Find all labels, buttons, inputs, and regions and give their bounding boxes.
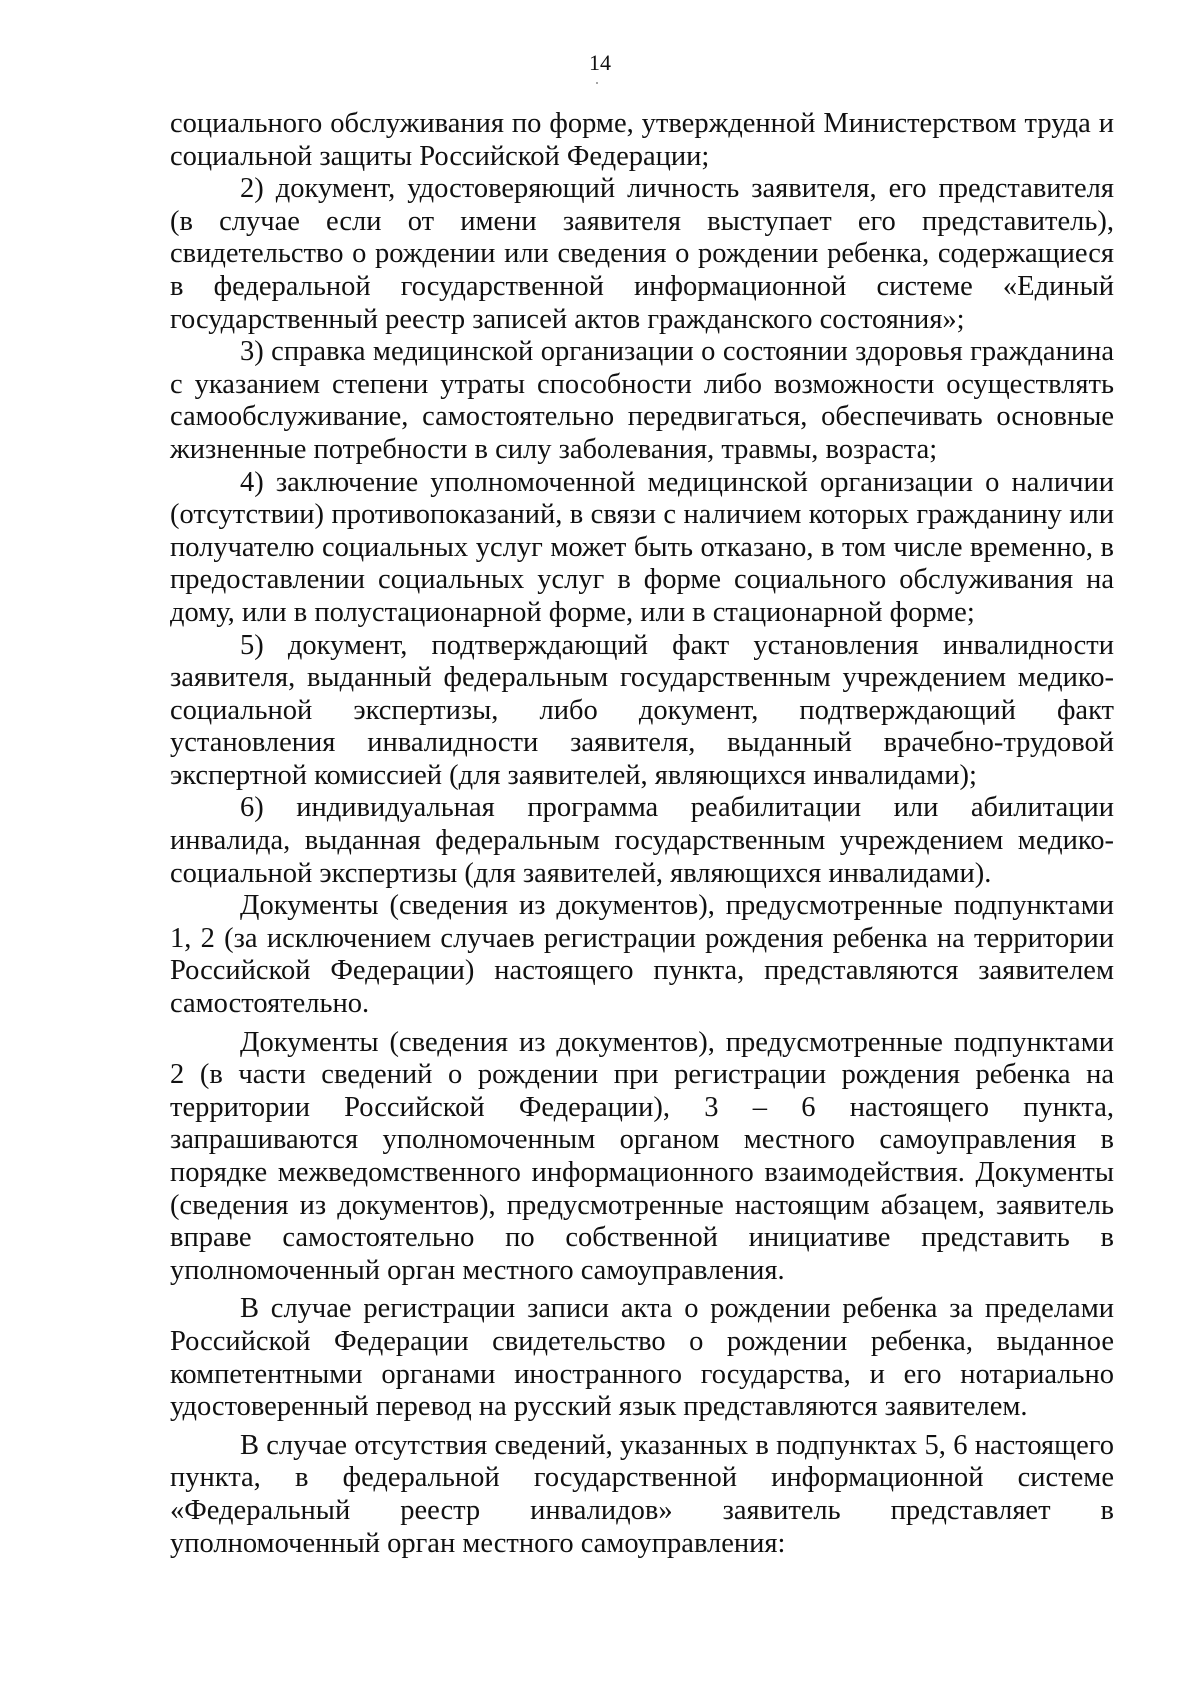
paragraph-documents-self: Документы (сведения из документов), предусмотренные подпунктами 1, 2 (за исключением случаев регистрации рождения ребенка на территории Российской Федерации) настоящего пункта, представляются заявителем самостоятельно.: [170, 890, 1114, 1020]
paragraph-item-2: 2) документ, удостоверяющий личность заявителя, его представителя (в случае если от имени заявителя выступает его представитель), свидетельство о рождении или сведения о рождении ребенка, содержащиеся в федеральной государственной информационной системе «Единый государственный реестр записей актов гражданского состояния»;: [170, 173, 1114, 335]
paragraph-documents-requested: Документы (сведения из документов), предусмотренные подпунктами 2 (в части сведений о рождении при регистрации рождения ребенка на территории Российской Федерации), 3 – 6 настоящего пункта, запрашиваются уполномоченным органом местного самоуправления в порядке межведомственного информационного взаимодействия. Документы (сведения из документов), предусмотренные настоящим абзацем, заявитель вправе самостоятельно по собственной инициативе представить в уполномоченный орган местного самоуправления.: [170, 1026, 1114, 1286]
paragraph-continuation: социального обслуживания по форме, утвержденной Министерством труда и социальной защиты Российской Федерации;: [170, 108, 1114, 172]
paragraph-item-3: 3) справка медицинской организации о состоянии здоровья гражданина с указанием степени утраты способности либо возможности осуществлять самообслуживание, самостоятельно передвигаться, обеспечивать основные жизненные потребности в силу заболевания, травмы, возраста;: [170, 336, 1114, 465]
scan-speck: [596, 82, 598, 84]
paragraph-foreign-birth: В случае регистрации записи акта о рождении ребенка за пределами Российской Федерации свидетельство о рождении ребенка, выданное компетентными органами иностранного государства, и его нотариально удостоверенный перевод на русский язык представляются заявителем.: [170, 1293, 1114, 1423]
page-number: 14: [589, 50, 611, 75]
paragraph-item-5: 5) документ, подтверждающий факт установления инвалидности заявителя, выданный федеральным государственным учреждением медико-социальной экспертизы, либо документ, подтверждающий факт установления инвалидности заявителя, выданный врачебно-трудовой экспертной комиссией (для заявителей, являющихся инвалидами);: [170, 629, 1114, 791]
paragraph-disability-registry: В случае отсутствия сведений, указанных в подпунктах 5, 6 настоящего пункта, в федеральной государственной информационной системе «Федеральный реестр инвалидов» заявитель представляет в уполномоченный орган местного самоуправления:: [170, 1429, 1114, 1559]
paragraph-item-6: 6) индивидуальная программа реабилитации или абилитации инвалида, выданная федеральным государственным учреждением медико-социальной экспертизы (для заявителей, являющихся инвалидами).: [170, 792, 1114, 889]
paragraph-item-4: 4) заключение уполномоченной медицинской организации о наличии (отсутствии) противопоказаний, в связи с наличием которых гражданину или получателю социальных услуг может быть отказано, в том числе временно, в предоставлении социальных услуг в форме социального обслуживания на дому, или в полустационарной форме, или в стационарной форме;: [170, 466, 1114, 628]
document-body: [170, 108, 1114, 1560]
